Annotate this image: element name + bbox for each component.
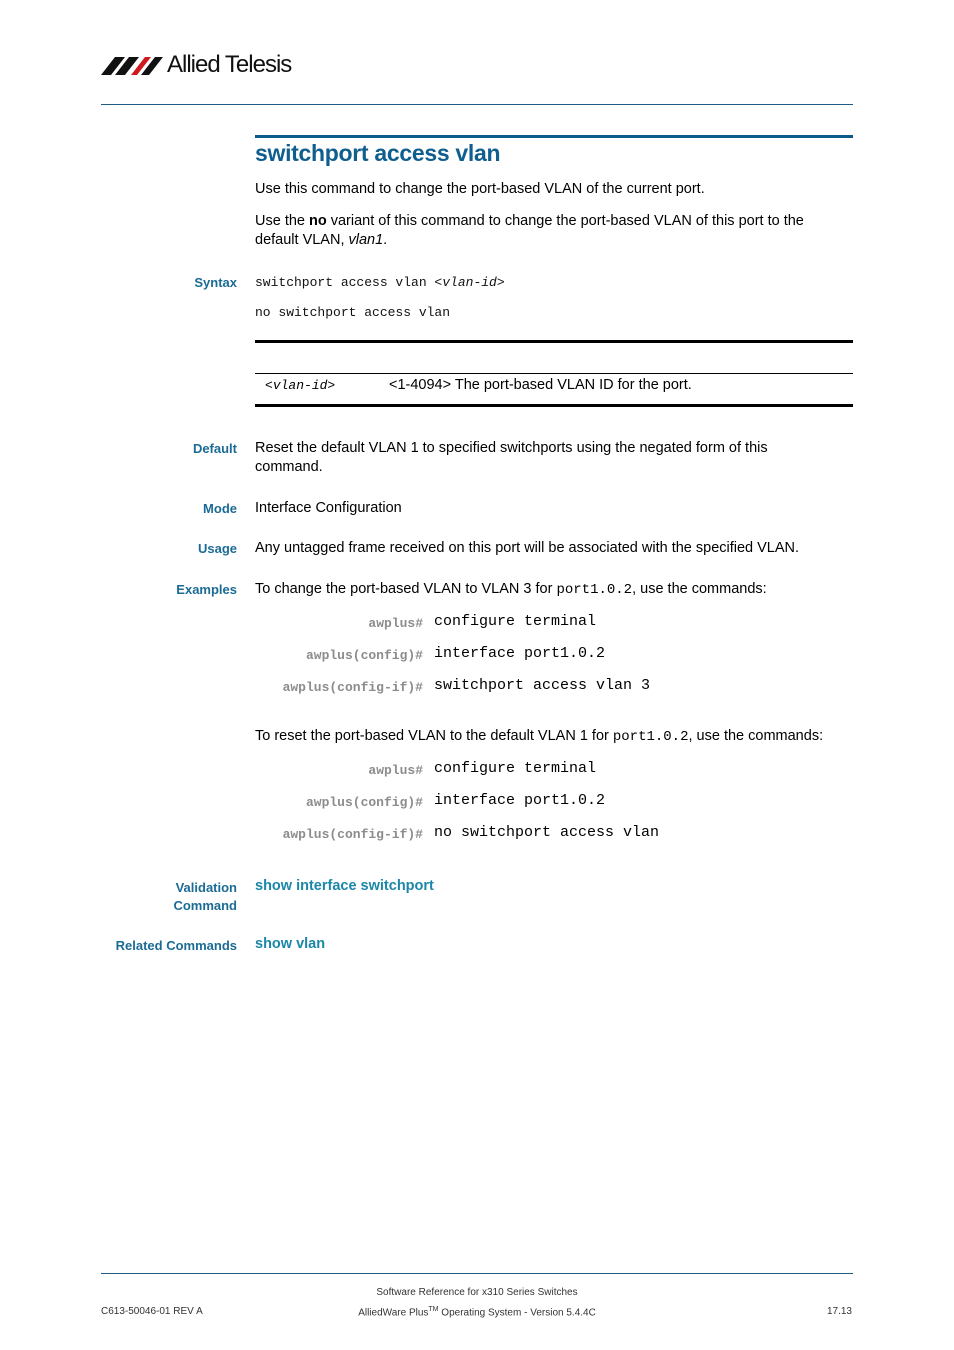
example1-prompt-3: awplus(config-if)# <box>282 680 423 695</box>
examples-intro1-pre: To change the port-based VLAN to VLAN 3 for <box>255 581 557 597</box>
intro-paragraph-1: Use this command to change the port-based VLAN of the current port. <box>255 181 705 197</box>
example1-command-3: switchport access vlan 3 <box>434 677 651 694</box>
footer-divider <box>101 1273 853 1274</box>
syntax-line-2: no switchport access vlan <box>255 305 451 320</box>
param-italic: vlan-id <box>272 378 328 393</box>
syntax-param: vlan-id <box>442 275 497 290</box>
example1-prompt-1: awplus# <box>368 616 423 631</box>
table-header-rule <box>255 373 853 374</box>
brand-name: Allied Telesis <box>167 51 292 78</box>
examples-intro1-code: port1.0.2 <box>556 582 633 598</box>
footer-os-post: Operating System - Version 5.4.4C <box>438 1307 596 1319</box>
intro-p2-bold: no <box>309 213 327 229</box>
footer-title: Software Reference for x310 Series Switches <box>376 1287 578 1298</box>
syntax-line-1 <box>255 275 505 290</box>
default-text <box>255 439 853 477</box>
default-label: Default <box>192 441 237 456</box>
related-commands-label: Related Commands <box>115 938 237 953</box>
intro-p2-pre: Use the <box>255 213 309 229</box>
param-name <box>265 378 335 393</box>
example2-command-2: interface port1.0.2 <box>434 792 606 809</box>
validation-label-line1: Validation <box>175 880 237 895</box>
validation-command-link[interactable]: show interface switchport <box>255 878 434 894</box>
syntax-line1-pre: switchport access vlan < <box>255 275 443 290</box>
footer-trademark: TM <box>428 1306 439 1313</box>
examples-intro-2 <box>255 727 823 747</box>
allied-telesis-logo <box>101 50 291 80</box>
example2-prompt-3: awplus(config-if)# <box>282 827 423 842</box>
default-text-line2: command. <box>255 459 323 475</box>
example1-prompt-2: awplus(config)# <box>305 648 423 663</box>
intro-p2-line2-post: . <box>383 232 388 248</box>
validation-label-line2: Command <box>173 898 237 913</box>
header-divider <box>101 104 853 105</box>
example2-command-1: configure terminal <box>434 760 597 777</box>
mode-label: Mode <box>203 501 237 516</box>
examples-intro2-pre: To reset the port-based VLAN to the default VLAN 1 for <box>255 728 613 744</box>
table-bottom-rule <box>255 404 853 407</box>
example2-prompt-2: awplus(config)# <box>305 795 423 810</box>
examples-intro1-post: , use the commands: <box>632 581 767 597</box>
example2-prompt-1: awplus# <box>368 763 423 778</box>
examples-intro-1 <box>255 580 767 600</box>
param-post: > <box>327 378 336 393</box>
examples-intro2-post: , use the commands: <box>688 728 824 744</box>
intro-p2-line2-pre: default VLAN, <box>255 232 349 248</box>
example1-command-1: configure terminal <box>434 613 597 630</box>
intro-paragraph-2 <box>255 212 853 250</box>
intro-p2-post: variant of this command to change the port-based VLAN of this port to the <box>326 213 804 229</box>
examples-intro2-code: port1.0.2 <box>612 729 689 745</box>
usage-label: Usage <box>197 541 237 556</box>
mode-text: Interface Configuration <box>255 500 402 516</box>
usage-text: Any untagged frame received on this port will be associated with the specified VLAN. <box>255 540 800 556</box>
footer-page-number: 17.13 <box>826 1306 852 1317</box>
logo-mark-icon <box>101 54 163 76</box>
default-text-line1: Reset the default VLAN 1 to specified switchports using the negated form of this <box>255 440 768 456</box>
param-description: <1-4094> The port-based VLAN ID for the port. <box>389 377 692 393</box>
related-command-link[interactable]: show vlan <box>255 936 326 952</box>
page-title: switchport access vlan <box>255 140 501 166</box>
title-rule <box>255 135 853 138</box>
intro-p2-italic: vlan1 <box>348 232 384 248</box>
examples-label: Examples <box>176 582 237 597</box>
example2-command-3: no switchport access vlan <box>434 824 660 841</box>
validation-label <box>87 879 237 915</box>
param-pre: < <box>265 378 273 393</box>
example1-command-2: interface port1.0.2 <box>434 645 606 662</box>
syntax-label: Syntax <box>194 275 237 290</box>
table-top-rule <box>255 340 853 343</box>
footer-doc-id: C613-50046-01 REV A <box>101 1306 203 1317</box>
syntax-line1-post: > <box>496 275 505 290</box>
footer-os-version <box>300 1306 654 1318</box>
footer-os-pre: AlliedWare Plus <box>358 1307 429 1319</box>
